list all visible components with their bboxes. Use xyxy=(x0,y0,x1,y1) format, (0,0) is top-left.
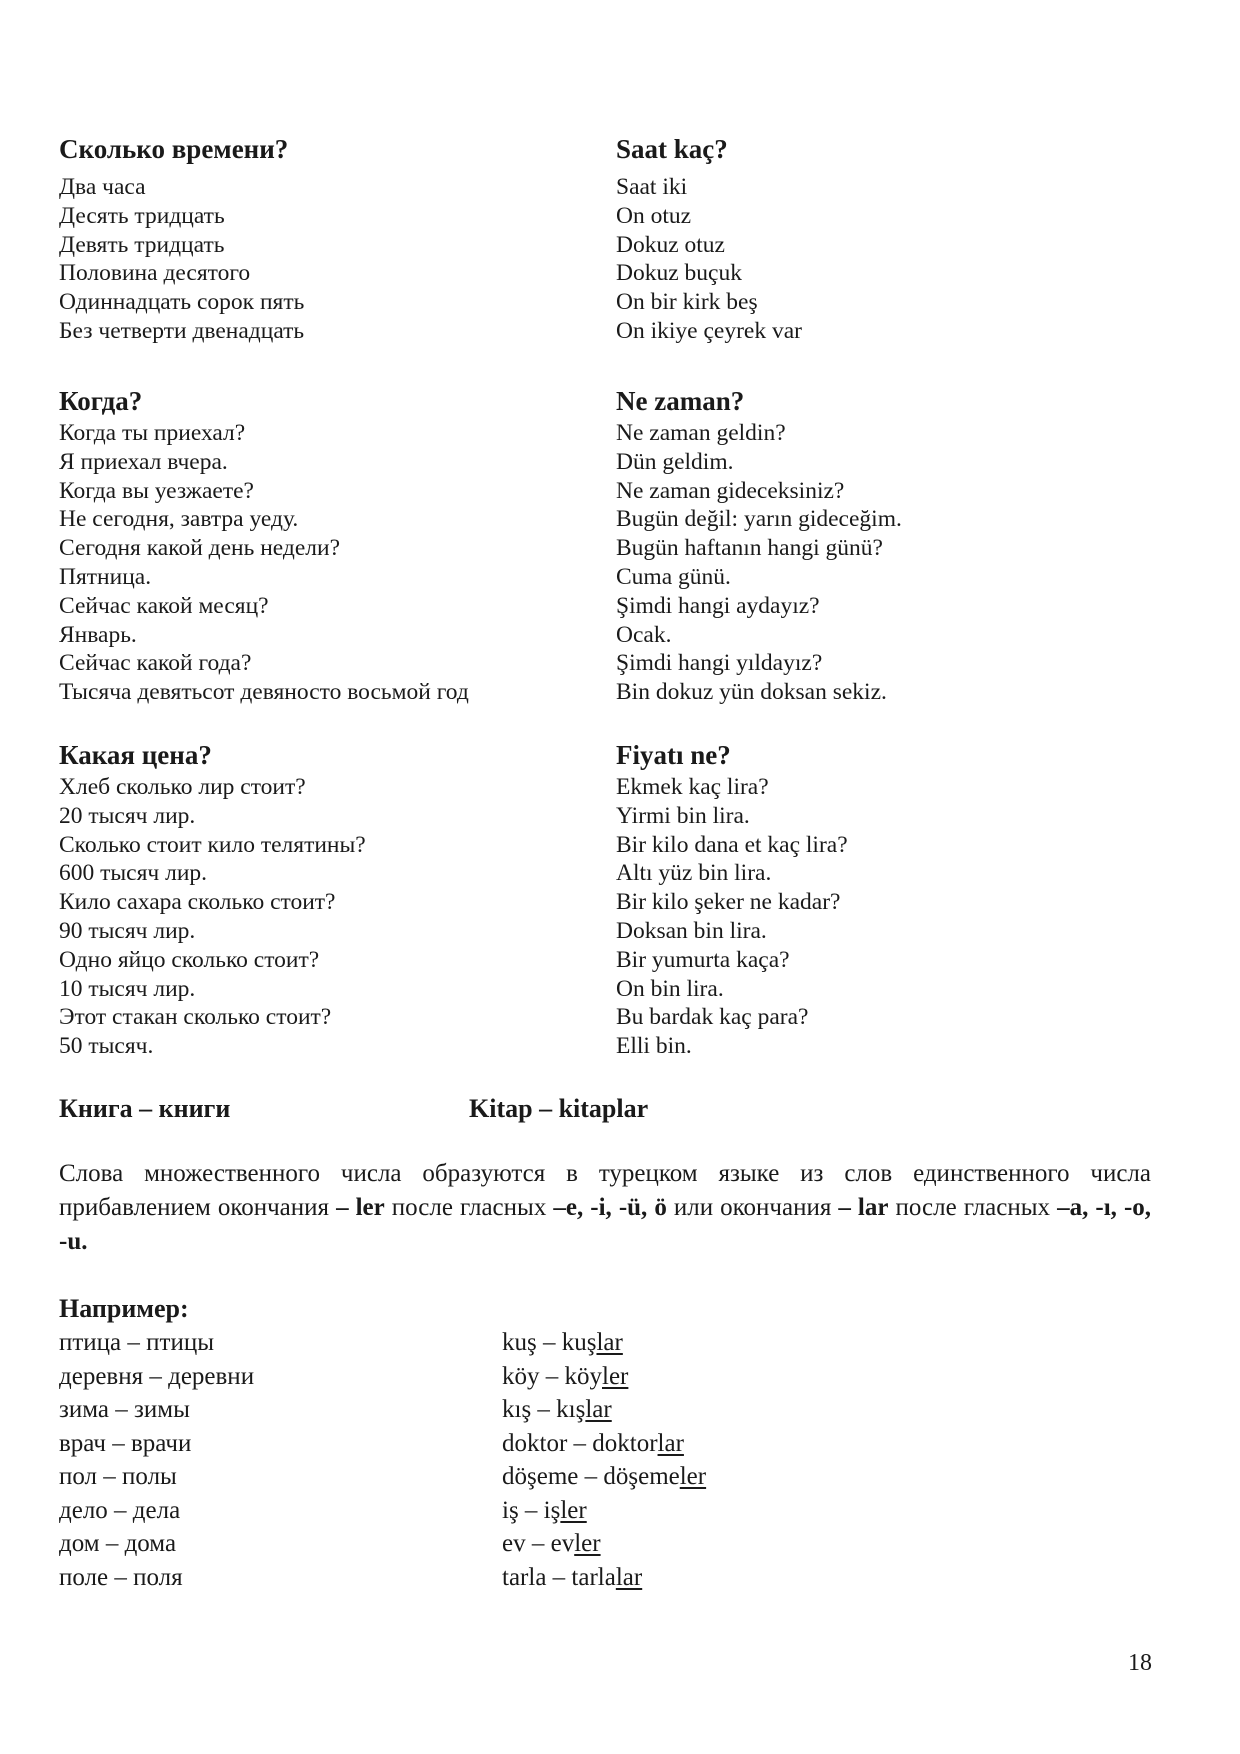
phrase-line: Не сегодня, завтра уеду. xyxy=(59,506,299,533)
phrase-line: Девять тридцать xyxy=(59,231,225,258)
phrase-line: Ekmek kaç lira? xyxy=(616,774,769,800)
example-ru: дело – дела xyxy=(59,1496,181,1524)
phrase-line: Bin dokuz yün doksan sekiz. xyxy=(616,679,887,706)
phrase-line: Bir yumurta kaça? xyxy=(616,946,790,973)
when-ru-lines xyxy=(59,419,616,707)
example-ru: птица – птицы xyxy=(59,1329,215,1356)
phrase-line: Сегодня какой день недели? xyxy=(59,535,341,562)
example-row xyxy=(59,1326,1179,1360)
plural-explanation xyxy=(59,1157,1151,1259)
phrase-line: 10 тысяч лир. xyxy=(59,975,196,1002)
phrase-line: Bir kilo dana et kaç lira? xyxy=(616,831,848,858)
phrase-line: Без четверти двенадцать xyxy=(59,317,305,344)
example-row xyxy=(59,1460,1179,1494)
example-row xyxy=(59,1561,1179,1595)
when-ru-title: Когда? xyxy=(59,386,143,416)
when-tr-column xyxy=(616,383,1156,707)
example-tr xyxy=(502,1427,684,1461)
example-tr-base: doktor – doktor xyxy=(502,1429,658,1457)
phrase-line: Одиннадцать сорок пять xyxy=(59,289,305,316)
example-tr xyxy=(502,1460,706,1494)
phrase-line: Doksan bin lira. xyxy=(616,917,767,944)
time-tr-title: Saat kaç? xyxy=(616,134,728,164)
example-ru: деревня – деревни xyxy=(59,1362,255,1390)
when-ru-column xyxy=(59,383,616,707)
example-tr-suffix: ler xyxy=(679,1463,707,1490)
phrase-line: Bir kilo şeker ne kadar? xyxy=(616,889,841,916)
phrase-line: On bir kirk beş xyxy=(616,289,758,316)
time-ru-lines xyxy=(59,173,616,346)
phrase-line: Когда вы уезжаете? xyxy=(59,477,254,504)
phrase-line: Сейчас какой месяц? xyxy=(59,592,269,619)
phrase-line: Şimdi hangi aydayız? xyxy=(616,592,820,619)
example-tr-base: köy – köy xyxy=(502,1362,602,1390)
phrase-line: Elli bin. xyxy=(616,1033,692,1060)
phrase-line: Хлеб сколько лир стоит? xyxy=(59,774,306,800)
phrase-line: Сколько стоит кило телятины? xyxy=(59,831,366,858)
phrase-line: Этот стакан сколько стоит? xyxy=(59,1004,332,1031)
phrase-line: Dokuz buçuk xyxy=(616,260,742,287)
phrase-line: Şimdi hangi yıldayız? xyxy=(616,650,823,677)
phrase-line: Dün geldim. xyxy=(616,448,734,475)
examples-list xyxy=(59,1326,1179,1594)
price-ru-title: Какая цена? xyxy=(59,740,212,770)
phrase-line: Ocak. xyxy=(616,621,672,648)
example-tr-suffix: ler xyxy=(574,1530,601,1557)
price-tr-lines xyxy=(616,773,1156,1061)
price-ru-lines xyxy=(59,773,616,1061)
example-tr-base: iş – iş xyxy=(502,1496,561,1524)
example-tr-base: kış – kış xyxy=(502,1396,586,1423)
phrase-line: Сейчас какой года? xyxy=(59,650,252,677)
phrase-line: 20 тысяч лир. xyxy=(59,802,196,829)
phrase-line: Два часа xyxy=(59,174,146,200)
example-ru: пол – полы xyxy=(59,1463,177,1490)
example-tr xyxy=(502,1561,642,1595)
example-tr-base: tarla – tarla xyxy=(502,1563,616,1591)
phrase-line: Когда ты приехал? xyxy=(59,420,246,446)
para-vowels-front: –e, -i, -ü, ö xyxy=(553,1194,667,1221)
example-row xyxy=(59,1494,1179,1528)
example-tr-base: ev – ev xyxy=(502,1530,575,1557)
examples-title: Например: xyxy=(59,1294,189,1323)
para-ending-lar: – lar xyxy=(838,1194,889,1221)
phrase-line: 50 тысяч. xyxy=(59,1033,154,1060)
phrase-line: Cuma günü. xyxy=(616,563,731,590)
when-tr-title: Ne zaman? xyxy=(616,386,745,416)
para-part: после гласных xyxy=(888,1194,1058,1221)
example-tr xyxy=(502,1527,601,1561)
phrase-line: On bin lira. xyxy=(616,975,724,1002)
example-row xyxy=(59,1527,1179,1561)
phrase-line: Ne zaman geldin? xyxy=(616,420,786,446)
section-when xyxy=(59,383,1179,707)
phrase-line: Половина десятого xyxy=(59,260,251,287)
plural-ru-title: Книга – книги xyxy=(59,1094,231,1123)
example-tr-suffix: lar xyxy=(585,1396,612,1423)
example-tr-suffix: ler xyxy=(560,1496,587,1524)
phrase-line: On otuz xyxy=(616,202,692,229)
para-part: или окончания xyxy=(666,1194,839,1221)
when-tr-lines xyxy=(616,419,1156,707)
example-ru: врач – врачи xyxy=(59,1429,192,1457)
time-ru-title: Сколько времени? xyxy=(59,134,289,164)
example-ru: зима – зимы xyxy=(59,1396,190,1423)
phrase-line: Yirmi bin lira. xyxy=(616,802,750,829)
phrase-line: 600 тысяч лир. xyxy=(59,860,208,887)
phrase-line: Bugün değil: yarın gideceğim. xyxy=(616,506,902,533)
price-tr-column xyxy=(616,737,1156,1061)
phrase-line: Bu bardak kaç para? xyxy=(616,1004,809,1031)
examples-section xyxy=(59,1292,1179,1594)
phrase-line: Bugün haftanın hangi günü? xyxy=(616,535,883,562)
phrase-line: Десять тридцать xyxy=(59,202,225,229)
page-number: 18 xyxy=(1128,1650,1152,1676)
phrase-line: Saat iki xyxy=(616,174,688,200)
time-tr-lines xyxy=(616,173,1156,346)
phrase-line: 90 тысяч лир. xyxy=(59,917,196,944)
para-vowels-back: –a, -ı, -o, -u. xyxy=(59,1194,1152,1255)
example-tr xyxy=(502,1360,628,1394)
time-tr-column xyxy=(616,131,1156,346)
para-part: Слова множественного числа образуются в турецком языке из слов единственного числа прибавлением окончания xyxy=(59,1160,1151,1221)
example-row xyxy=(59,1427,1179,1461)
section-price xyxy=(59,737,1179,1061)
example-tr xyxy=(502,1393,612,1427)
example-tr-suffix: lar xyxy=(596,1329,623,1356)
example-tr-suffix: ler xyxy=(602,1362,629,1390)
time-ru-column xyxy=(59,131,616,346)
phrase-line: Пятница. xyxy=(59,563,152,590)
example-tr-suffix: lar xyxy=(615,1563,643,1591)
phrase-line: On ikiye çeyrek var xyxy=(616,317,802,344)
example-row xyxy=(59,1360,1179,1394)
phrase-line: Январь. xyxy=(59,621,137,648)
example-row xyxy=(59,1393,1179,1427)
price-tr-title: Fiyatı ne? xyxy=(616,740,731,770)
example-tr-base: döşeme – döşeme xyxy=(502,1463,680,1490)
phrase-line: Одно яйцо сколько стоит? xyxy=(59,946,320,973)
plural-tr-title: Kitap – kitaplar xyxy=(469,1094,649,1123)
para-part: после гласных xyxy=(384,1194,554,1221)
example-tr-suffix: lar xyxy=(657,1429,684,1457)
phrase-line: Кило сахара сколько стоит? xyxy=(59,889,336,916)
phrase-line: Ne zaman gideceksiniz? xyxy=(616,477,845,504)
example-ru: поле – поля xyxy=(59,1563,183,1591)
phrase-line: Altı yüz bin lira. xyxy=(616,860,772,887)
phrase-line: Dokuz otuz xyxy=(616,231,725,258)
example-tr xyxy=(502,1494,587,1528)
para-ending-ler: – ler xyxy=(336,1194,385,1221)
price-ru-column xyxy=(59,737,616,1061)
example-tr-base: kuş – kuş xyxy=(502,1329,597,1356)
section-time xyxy=(59,131,1179,346)
phrase-line: Я приехал вчера. xyxy=(59,448,228,475)
example-tr xyxy=(502,1326,623,1360)
phrase-line: Тысяча девятьсот девяносто восьмой год xyxy=(59,679,469,706)
example-ru: дом – дома xyxy=(59,1530,177,1557)
